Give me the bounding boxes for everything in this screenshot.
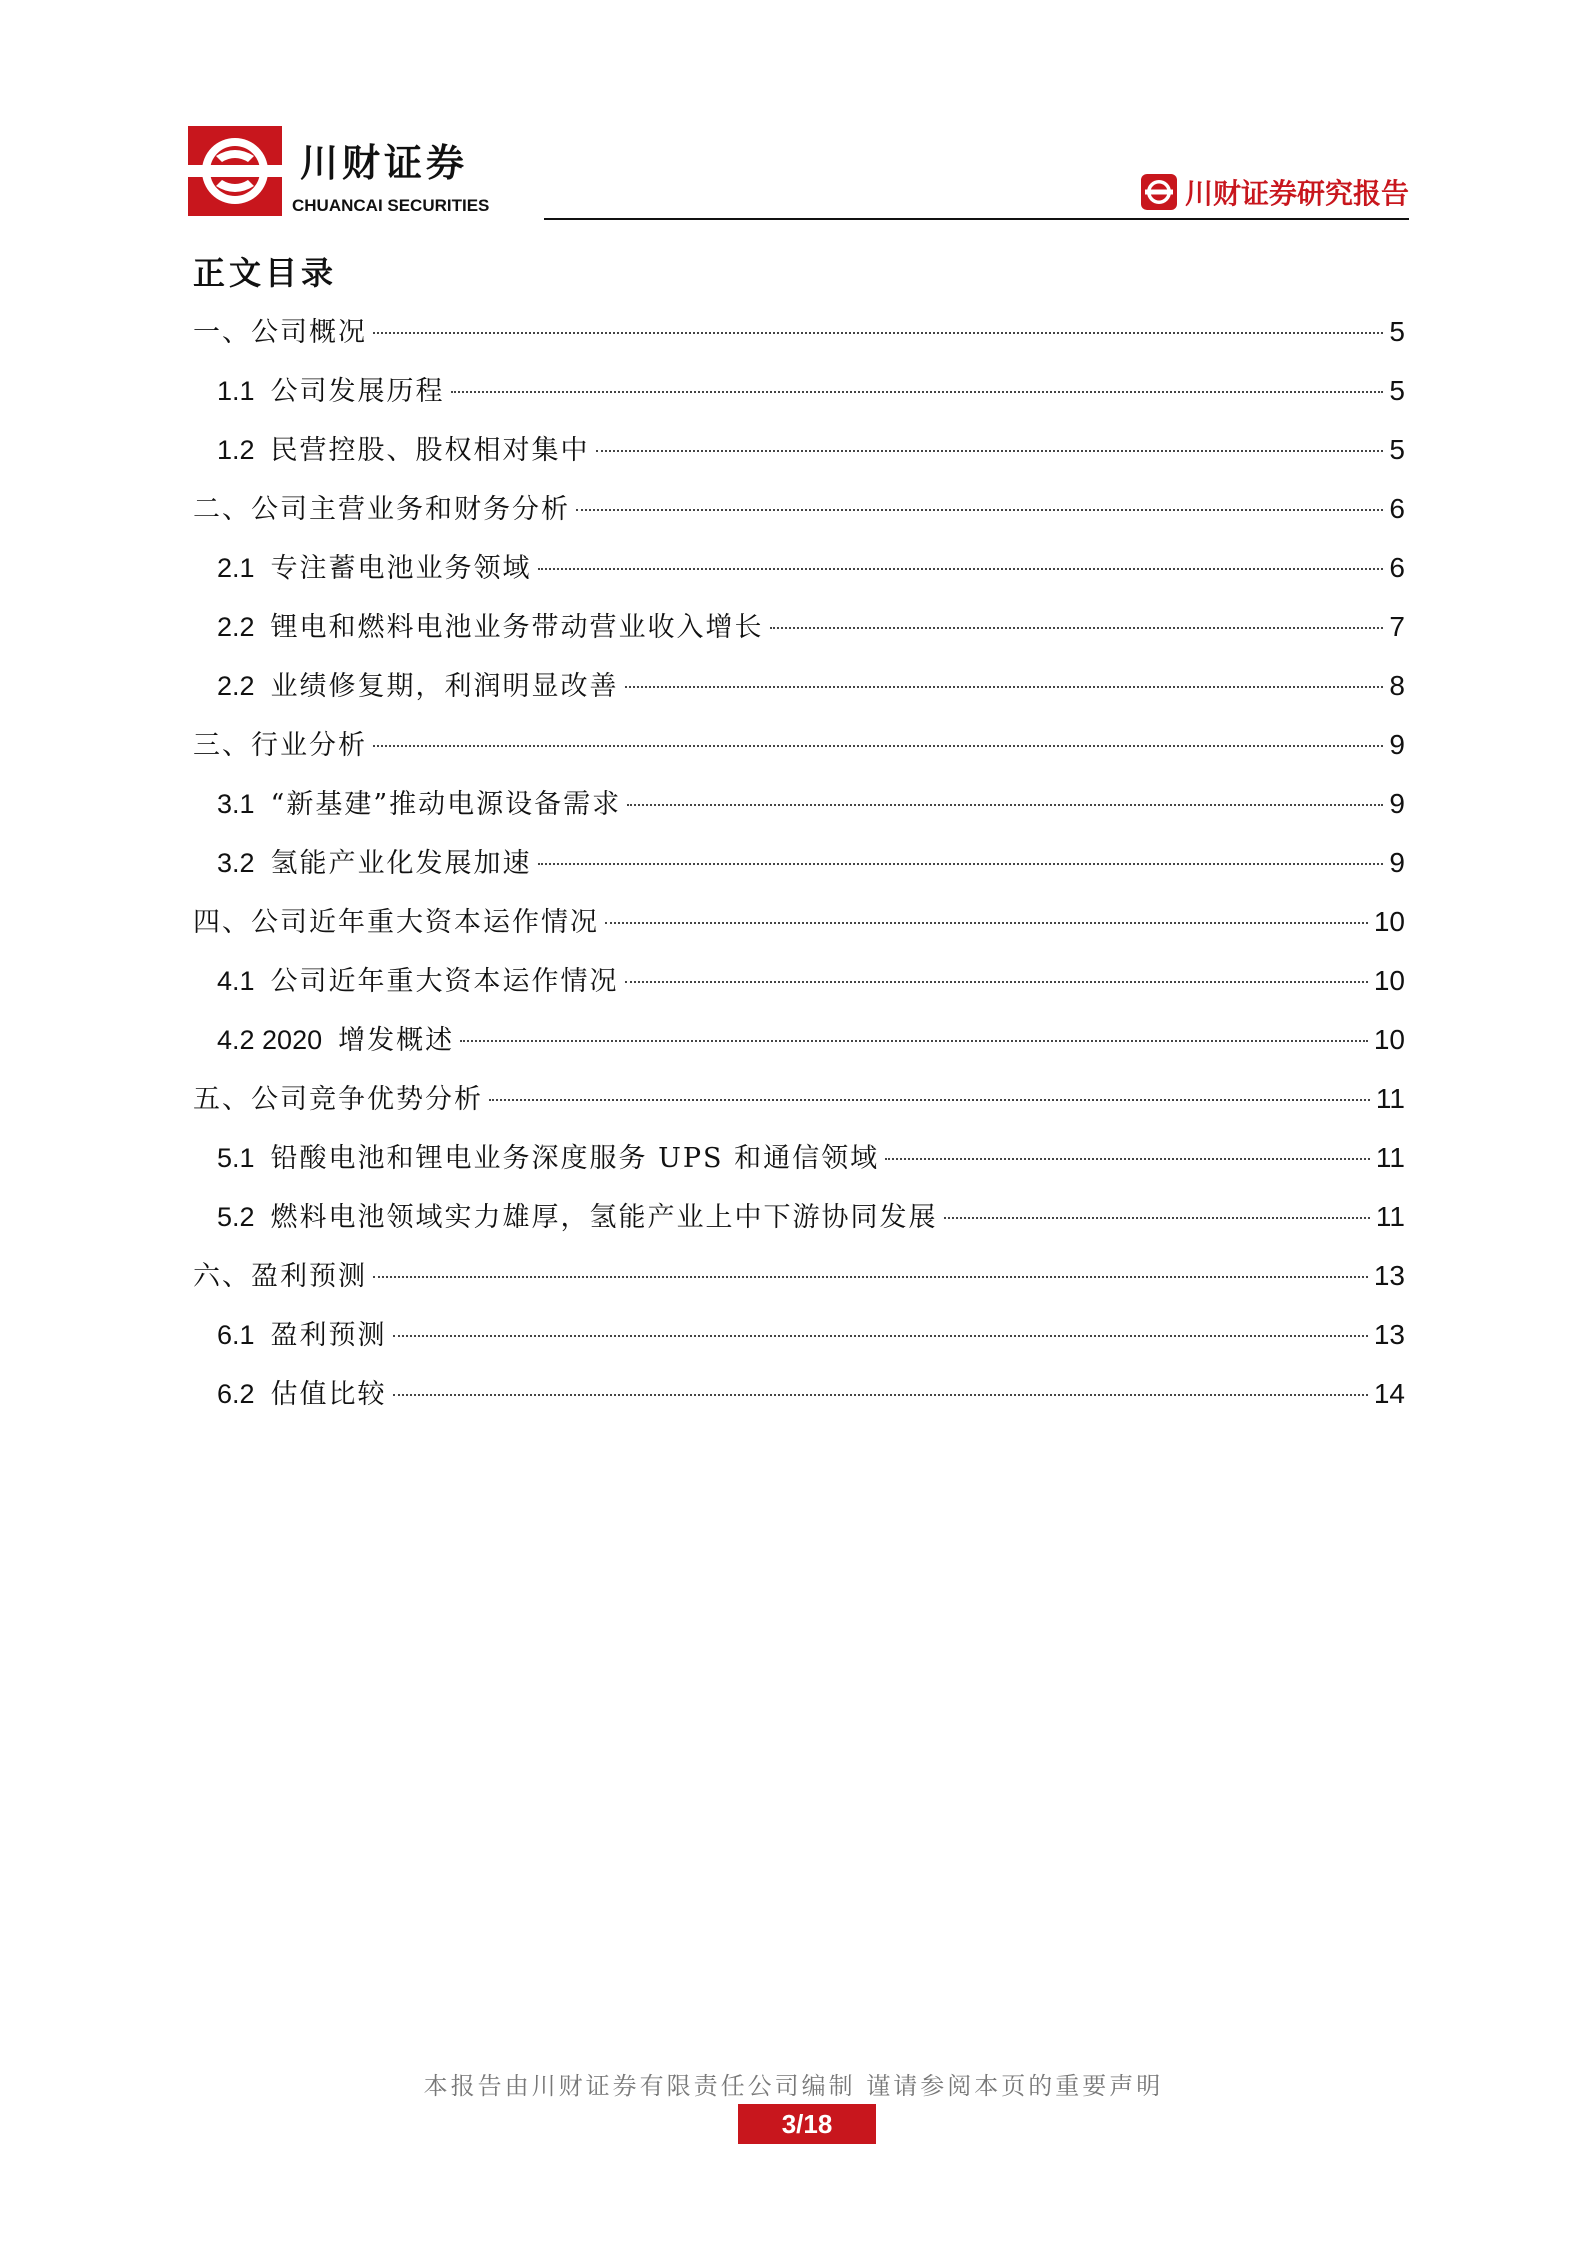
toc-entry-number: 4.1	[217, 966, 255, 996]
toc-entry-text: 专注蓄电池业务领域	[270, 553, 532, 584]
toc-entry-page: 10	[1373, 965, 1405, 996]
toc-dot-leader	[627, 803, 1383, 806]
report-label-text: 川财证券研究报告	[1184, 177, 1409, 210]
toc-entry[interactable]	[193, 430, 1405, 489]
toc-entry-number: 1.1	[217, 376, 255, 406]
toc-entry-page: 9	[1389, 788, 1405, 819]
logo-chinese-name: 川财证券	[300, 141, 469, 185]
logo-english-name: CHUANCAI SECURITIES	[292, 196, 490, 215]
toc-entry-number: 4.2 2020	[217, 1025, 323, 1055]
toc-entry[interactable]	[193, 666, 1405, 725]
toc-entry-text: 增发概述	[338, 1025, 455, 1056]
toc-entry[interactable]	[193, 961, 1405, 1020]
toc-entry[interactable]	[193, 1256, 1405, 1315]
toc-entry-number: 3.2	[217, 848, 255, 878]
toc-entry-number: 1.2	[217, 435, 255, 465]
toc-entry-page: 7	[1389, 611, 1405, 642]
toc-dot-leader	[596, 449, 1384, 452]
toc-entry-text: 公司发展历程	[270, 376, 445, 407]
toc-entry-page: 11	[1375, 1142, 1405, 1173]
toc-entry[interactable]	[193, 489, 1405, 548]
toc-entry-number: 5.1	[217, 1143, 255, 1173]
toc-entry-text: 一、公司概况	[193, 317, 367, 348]
toc-entry-number: 5.2	[217, 1202, 255, 1232]
report-label	[1141, 172, 1409, 212]
toc-entry-label	[193, 490, 570, 530]
toc-dot-leader	[393, 1393, 1368, 1396]
toc-entry-text: 铅酸电池和锂电业务深度服务 UPS 和通信领域	[270, 1143, 880, 1174]
toc-entry-text: 公司近年重大资本运作情况	[270, 966, 619, 997]
page-number-badge: 3/18	[738, 2104, 876, 2144]
toc-entry-label	[193, 726, 367, 766]
toc-entry-text: 三、行业分析	[193, 730, 367, 761]
toc-dot-leader	[605, 921, 1368, 924]
toc-entry-number: 6.1	[217, 1320, 255, 1350]
toc-dot-leader	[489, 1098, 1370, 1101]
toc-title: 正文目录	[193, 254, 338, 292]
toc-entry-page: 5	[1389, 434, 1405, 465]
toc-dot-leader	[373, 331, 1383, 334]
toc-entry[interactable]	[193, 607, 1405, 666]
toc-entry-page: 10	[1373, 1024, 1405, 1055]
toc-entry-page: 6	[1389, 552, 1405, 583]
toc-entry-text: 盈利预测	[270, 1320, 387, 1351]
toc-entry-number: 6.2	[217, 1379, 255, 1409]
toc-entry-page: 11	[1375, 1083, 1405, 1114]
toc-dot-leader	[944, 1216, 1370, 1219]
toc-entry-label	[193, 313, 367, 353]
toc-entry[interactable]	[193, 371, 1405, 430]
table-of-contents	[193, 312, 1405, 1433]
toc-entry-text: 锂电和燃料电池业务带动营业收入增长	[270, 612, 764, 643]
toc-entry-label	[193, 1080, 483, 1120]
toc-dot-leader	[393, 1334, 1368, 1337]
toc-entry-text: 民营控股、股权相对集中	[270, 435, 590, 466]
toc-dot-leader	[625, 685, 1384, 688]
footer-disclaimer: 本报告由川财证券有限责任公司编制 谨请参阅本页的重要声明	[423, 2072, 1164, 2100]
toc-entry-label	[193, 903, 599, 943]
toc-entry-text: “新基建”推动电源设备需求	[270, 789, 622, 820]
toc-entry-page: 6	[1389, 493, 1405, 524]
toc-entry[interactable]	[193, 312, 1405, 371]
toc-dot-leader	[625, 980, 1368, 983]
toc-entry-text: 业绩修复期，利润明显改善	[270, 671, 619, 702]
company-logo	[188, 126, 518, 216]
toc-entry[interactable]	[193, 1197, 1405, 1256]
toc-entry-text: 五、公司竞争优势分析	[193, 1084, 483, 1115]
toc-entry-page: 11	[1375, 1201, 1405, 1232]
toc-entry-label	[217, 430, 590, 471]
toc-entry[interactable]	[193, 784, 1405, 843]
toc-entry-label	[217, 666, 619, 707]
toc-entry-page: 9	[1389, 729, 1405, 760]
toc-dot-leader	[538, 862, 1384, 865]
toc-entry-label	[193, 1257, 367, 1297]
chuancai-small-logo-icon	[1141, 174, 1177, 210]
toc-entry-page: 5	[1389, 316, 1405, 347]
toc-entry-number: 3.1	[217, 789, 255, 819]
toc-entry-text: 二、公司主营业务和财务分析	[193, 494, 570, 525]
toc-entry[interactable]	[193, 1374, 1405, 1433]
toc-entry-page: 14	[1373, 1378, 1405, 1409]
toc-entry-label	[217, 784, 621, 825]
toc-entry-page: 13	[1373, 1260, 1405, 1291]
toc-entry-text: 氢能产业化发展加速	[270, 848, 532, 879]
toc-dot-leader	[451, 390, 1384, 393]
toc-entry-label	[217, 607, 764, 648]
toc-entry-text: 燃料电池领域实力雄厚，氢能产业上中下游协同发展	[270, 1202, 938, 1233]
toc-entry-label	[217, 548, 532, 589]
toc-entry[interactable]	[193, 902, 1405, 961]
toc-entry[interactable]	[193, 725, 1405, 784]
toc-entry-label	[217, 1138, 879, 1179]
toc-dot-leader	[373, 744, 1383, 747]
toc-entry[interactable]	[193, 1315, 1405, 1374]
toc-entry-page: 13	[1373, 1319, 1405, 1350]
toc-entry-label	[217, 1374, 387, 1415]
toc-dot-leader	[538, 567, 1384, 570]
toc-entry-label	[217, 1197, 938, 1238]
toc-dot-leader	[576, 508, 1383, 511]
toc-entry-label	[217, 1020, 454, 1061]
toc-dot-leader	[885, 1157, 1370, 1160]
toc-entry-number: 2.2	[217, 671, 255, 701]
toc-dot-leader	[373, 1275, 1368, 1278]
toc-entry-number: 2.1	[217, 553, 255, 583]
toc-entry-page: 9	[1389, 847, 1405, 878]
chuancai-logo-icon	[188, 126, 282, 216]
toc-entry[interactable]	[193, 1020, 1405, 1079]
toc-entry[interactable]	[193, 548, 1405, 607]
toc-entry-text: 估值比较	[270, 1379, 387, 1410]
toc-entry-label	[217, 961, 619, 1002]
header-divider	[544, 218, 1409, 220]
toc-dot-leader	[460, 1039, 1368, 1042]
toc-entry-text: 六、盈利预测	[193, 1261, 367, 1292]
toc-entry-label	[217, 371, 445, 412]
toc-dot-leader	[770, 626, 1384, 629]
toc-entry[interactable]	[193, 843, 1405, 902]
toc-entry-number: 2.2	[217, 612, 255, 642]
toc-entry[interactable]	[193, 1079, 1405, 1138]
toc-entry-page: 5	[1389, 375, 1405, 406]
toc-entry-page: 8	[1389, 670, 1405, 701]
toc-entry-page: 10	[1373, 906, 1405, 937]
toc-entry-label	[217, 1315, 387, 1356]
toc-entry-label	[217, 843, 532, 884]
toc-entry[interactable]	[193, 1138, 1405, 1197]
toc-entry-text: 四、公司近年重大资本运作情况	[193, 907, 599, 938]
